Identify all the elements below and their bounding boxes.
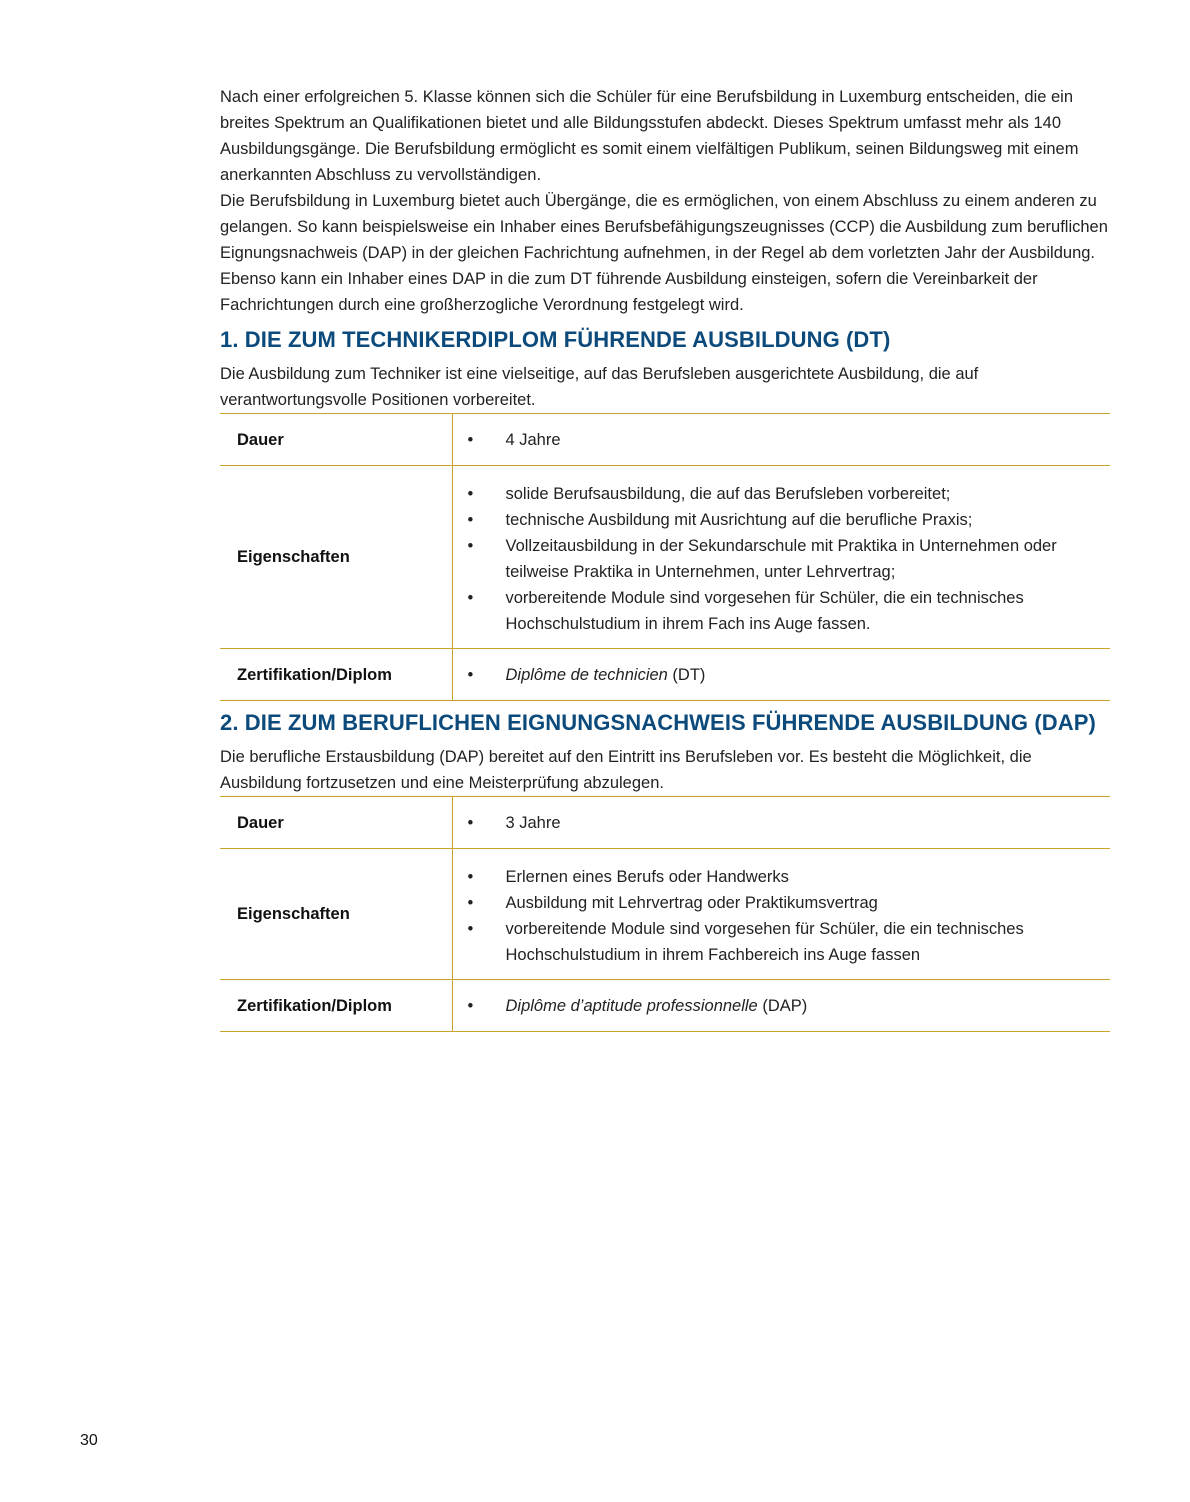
bullet-icon: • [467,996,474,1015]
bullet-icon: • [467,485,474,503]
bullet-icon: • [467,511,474,529]
row-label: Zertifikation/Diplom [220,649,452,701]
table-row-certification [220,649,1110,701]
row-value [452,414,1110,466]
row-value [452,797,1110,849]
table-row-certification [220,980,1110,1032]
list-item: • solide Berufsausbildung, die auf das Berufsleben vorbereitet; [453,481,1075,507]
bullet-icon: • [467,868,474,886]
bullet-icon: • [467,894,474,912]
bullet-icon: • [467,665,474,684]
bullet-list [453,427,1111,453]
table-row-duration [220,414,1110,466]
bullet-list [453,662,1111,688]
bullet-list [453,481,1075,637]
list-item: • Diplôme d’aptitude professionnelle (DAP) [453,993,1111,1019]
row-value [452,649,1110,701]
list-item: • 4 Jahre [453,427,1111,453]
info-table-dt [220,413,1110,701]
list-item: • 3 Jahre [453,810,1111,836]
info-table-dap [220,796,1110,1032]
section-heading-dt: 1. DIE ZUM TECHNIKERDIPLOM FÜHRENDE AUSBILDUNG (DT) [220,327,891,352]
table-row-features [220,466,1110,649]
bullet-list [453,864,1075,968]
list-item: • vorbereitende Module sind vorgesehen für Schüler, die ein technisches Hochschulstudium in ihrem Fachbereich ins Auge fassen [453,916,1075,968]
list-item: • Ausbildung mit Lehrvertrag oder Praktikumsvertrag [453,890,1075,916]
section-intro-dap: Die berufliche Erstausbildung (DAP) bereitet auf den Eintritt ins Berufsleben vor. Es besteht die Möglichkeit, die Ausbildung fortzusetzen und eine Meisterprüfung abzulegen. [220,748,1032,792]
bullet-icon: • [467,920,474,938]
bullet-icon: • [467,813,474,832]
row-value [452,849,1110,980]
bullet-icon: • [467,589,474,607]
row-value [452,466,1110,649]
list-item: • vorbereitende Module sind vorgesehen für Schüler, die ein technisches Hochschulstudium in ihrem Fach ins Auge fassen. [453,585,1075,637]
page-number: 30 [80,1432,98,1449]
row-label: Dauer [220,414,452,466]
intro-paragraph-2: Die Berufsbildung in Luxemburg bietet auch Übergänge, die es ermöglichen, von einem Abschluss zu einem anderen zu gelangen. So kann beispielsweise ein Inhaber eines Berufsbefähigungszeugnisses (CCP) die Ausbildung zum beruflichen Eignungsnachweis (DAP) in der gleichen Fachrichtung aufnehmen, in der Regel ab dem vorletzten Jahr der Ausbildung. Ebenso kann ein Inhaber eines DAP in die zum DT führende Ausbildung einsteigen, sofern die Vereinbarkeit der Fachrichtungen durch eine großherzogliche Verordnung festgelegt wird. [220,192,1108,314]
bullet-list [453,810,1111,836]
list-item: • Erlernen eines Berufs oder Handwerks [453,864,1075,890]
row-value [452,980,1110,1032]
table-row-duration [220,797,1110,849]
list-item: • Vollzeitausbildung in der Sekundarschule mit Praktika in Unternehmen oder teilweise Praktika in Unternehmen, unter Lehrvertrag; [453,533,1075,585]
row-label: Dauer [220,797,452,849]
bullet-icon: • [467,430,474,449]
bullet-icon: • [467,537,474,555]
bullet-list [453,993,1111,1019]
row-label: Zertifikation/Diplom [220,980,452,1032]
section-heading-dap: 2. DIE ZUM BERUFLICHEN EIGNUNGSNACHWEIS FÜHRENDE AUSBILDUNG (DAP) [220,710,1096,735]
intro-paragraph-1: Nach einer erfolgreichen 5. Klasse können sich die Schüler für eine Berufsbildung in Luxemburg entscheiden, die ein breites Spektrum an Qualifikationen bietet und alle Bildungsstufen abdeckt. Dieses Spektrum umfasst mehr als 140 Ausbildungsgänge. Die Berufsbildung ermöglicht es somit einem vielfältigen Publikum, seinen Bildungsweg mit einem anerkannten Abschluss zu vervollständigen. [220,88,1079,184]
table-row-features [220,849,1110,980]
list-item: • Diplôme de technicien (DT) [453,662,1111,688]
section-intro-dt: Die Ausbildung zum Techniker ist eine vielseitige, auf das Berufsleben ausgerichtete Ausbildung, die auf verantwortungsvolle Positionen vorbereitet. [220,365,979,409]
row-label: Eigenschaften [220,849,452,980]
list-item: • technische Ausbildung mit Ausrichtung auf die berufliche Praxis; [453,507,1075,533]
row-label: Eigenschaften [220,466,452,649]
page-content [220,84,1110,1032]
